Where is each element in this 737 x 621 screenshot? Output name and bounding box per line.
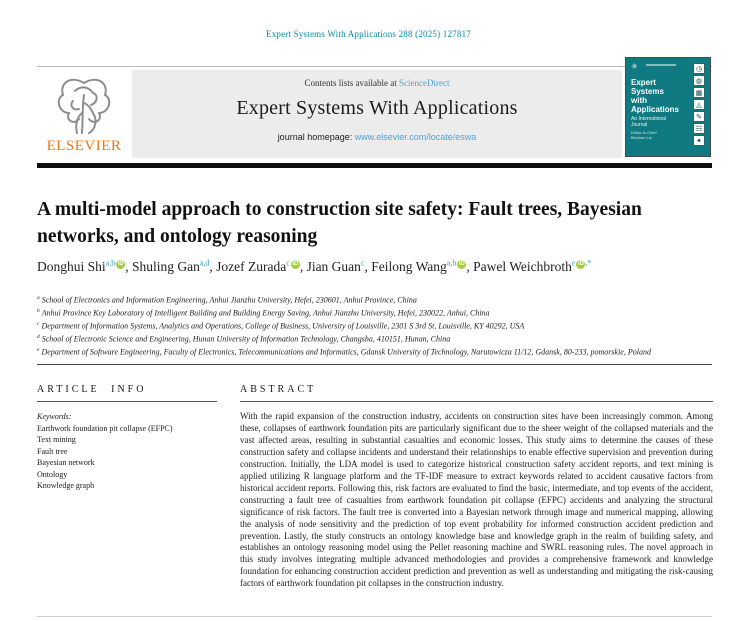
author-name: Feilong Wang bbox=[371, 258, 447, 274]
affiliations bbox=[37, 293, 712, 358]
article-info-column bbox=[37, 384, 217, 492]
homepage-url-link[interactable]: www.elsevier.com/locate/eswa bbox=[354, 132, 477, 142]
article-info-rule bbox=[37, 401, 217, 402]
cover-mini-logo-icon: ✳ bbox=[631, 62, 638, 71]
gauge-icon: ◷ bbox=[693, 63, 705, 74]
keywords-label: Keywords: bbox=[37, 412, 72, 421]
tools-icon: ✦ bbox=[693, 135, 705, 146]
journal-cover-thumbnail[interactable] bbox=[625, 57, 711, 157]
affiliation-line: $^e$ Department of Software Engineering, Faculty of Electronics, Telecommunications and Informatics, Gdansk University of Technology, Narutowicza 11/12, Gdansk, 80-233, pomorskie, Poland bbox=[37, 346, 651, 357]
author-name: Shuling Gan bbox=[131, 258, 200, 274]
author-name: Jian Guan bbox=[306, 258, 361, 274]
contents-line bbox=[132, 78, 622, 88]
abstract-rule bbox=[240, 401, 713, 402]
author-name: Pawel Weichbroth bbox=[473, 258, 572, 274]
homepage-prefix: journal homepage: bbox=[277, 132, 355, 142]
citation-header: Expert Systems With Applications 288 (2025) 127817 bbox=[266, 29, 471, 39]
orcid-icon[interactable]: iD bbox=[577, 261, 584, 267]
sciencedirect-link[interactable]: ScienceDirect bbox=[399, 78, 450, 88]
homepage-line bbox=[132, 132, 622, 142]
author: Shuling Gan$^{a,d}$, bbox=[131, 258, 217, 274]
keyword: Text mining bbox=[37, 435, 76, 444]
author-list bbox=[37, 253, 657, 276]
elsevier-wordmark: ELSEVIER bbox=[46, 138, 122, 154]
affiliation-line: $^b$ Anhui Province Key Laboratory of Intelligent Building and Building Energy Saving, Anhui Jianzhu University, Hefei, 230022, Anhui, China bbox=[37, 307, 490, 318]
abstract-column bbox=[240, 384, 713, 590]
process-icon: ☷ bbox=[693, 123, 705, 134]
cover-mini-header-bar bbox=[646, 64, 676, 66]
affiliation-line: $^d$ School of Electronic Science and Engineering, Hunan University of Information Technology, Changsha, 410151, Hunan, China bbox=[37, 333, 451, 344]
author-affil-sup: a,b bbox=[446, 258, 457, 267]
author-affil-sup: a,b bbox=[105, 258, 116, 267]
scales-icon: ◬ bbox=[693, 99, 705, 110]
author: Donghui Shi$^{a,b}$ iD , bbox=[37, 258, 132, 274]
header-divider-bar bbox=[37, 163, 712, 168]
article-info-heading: ARTICLE INFO bbox=[37, 384, 147, 395]
author: Jian Guan$^c$, bbox=[306, 258, 372, 274]
elsevier-logo bbox=[39, 73, 129, 159]
keyword: Fault tree bbox=[37, 446, 68, 456]
bar-chart-icon: ▦ bbox=[693, 87, 705, 98]
globe-icon: ◍ bbox=[693, 75, 705, 86]
cover-subtitle: An International Journal bbox=[631, 116, 667, 128]
writing-hand-icon: ✎ bbox=[693, 111, 705, 122]
author-affil-sup: c bbox=[360, 258, 365, 267]
affiliations-divider bbox=[37, 364, 712, 365]
orcid-icon[interactable]: iD bbox=[292, 261, 299, 267]
orcid-icon[interactable]: iD bbox=[458, 261, 465, 267]
keyword: Earthwork foundation pit collapse (EFPC) bbox=[37, 423, 173, 433]
author-affil-sup: e bbox=[571, 258, 576, 267]
elsevier-tree-icon bbox=[53, 73, 115, 137]
keyword: Ontology bbox=[37, 469, 68, 479]
article-title: A multi-model approach to construction site safety: Fault trees, Bayesian networks, and ontology reasoning bbox=[37, 199, 642, 247]
masthead-banner bbox=[37, 66, 712, 160]
masthead-center-box bbox=[132, 70, 622, 158]
author: Feilong Wang$^{a,b}$ iD , bbox=[371, 258, 470, 274]
author: Jozef Zurada$^c$ iD , bbox=[216, 258, 307, 274]
cover-title: Expert Systems with Applications bbox=[631, 78, 680, 114]
keyword: Knowledge graph bbox=[37, 481, 95, 490]
author bbox=[473, 259, 591, 274]
author-affil-sup: a,d bbox=[199, 258, 210, 267]
abstract-text: With the rapid expansion of the construction industry, accidents on construction sites have been increasingly common. Among these, collapses of earthwork foundation pits are particularly significant due to the sheer weight of the collapsed materials and the vast affected areas, resulting in substantial casualties and economic losses. This study aims to determine the causes of these construction safety and collapse incidents and understand their relationships to enable effective supervision and prevention during construction. Initially, the LDA model is used to categorize historical construction safety accident reports, and text mining is applied utilizing R language platform and the TF-IDF measure to extract keywords related to accident causative factors from historical accident reports. Following this, risk factors are evaluated to find the basic, intermediate, and top events of the accident, constructing a fault tree of casualties from earthwork foundation pit collapse (EFPC) accidents and analyzing the structural significance of risk factors. The fault tree is converted into a Bayesian network through image and numerical mapping, allowing the analysis of node sensitivity and the prediction of top event probability for informed construction accident prediction and prevention. Lastly, the study constructs an ontology knowledge base and knowledge graph in the realm of building safety, and establishes an ontology reasoning model using the Pellet reasoning machine and SWRL reasoning rules. The novel approach in this study involves integrating multiple advanced methodologies and provides a comprehensive framework and knowledge foundation for enhancing construction accident prediction and prevention as well as understanding and mitigating the risk-causing factors of earthwork foundation pit collapses in the construction industry. bbox=[240, 411, 713, 589]
affiliation-line: $^a$ School of Electronics and Information Engineering, Anhui Jianzhu University, Hefei, 230601, Anhui Province, China bbox=[37, 295, 417, 305]
corresponding-author-mark: ,* bbox=[585, 258, 592, 267]
author-name: Jozef Zurada bbox=[216, 258, 287, 274]
keyword: Bayesian network bbox=[37, 458, 95, 467]
orcid-icon[interactable]: iD bbox=[117, 261, 124, 267]
affiliation-line: $^c$ Department of Information Systems, Analytics and Operations, College of Business, University of Louisville, 2301 S 3rd St, Louisville, KY 40292, USA bbox=[37, 320, 525, 331]
journal-name: Expert Systems With Applications bbox=[236, 97, 518, 119]
cover-icon-strip bbox=[693, 63, 706, 147]
abstract-heading: ABSTRACT bbox=[240, 384, 317, 395]
author-affil-sup: c bbox=[286, 258, 290, 267]
page-bottom-divider bbox=[37, 616, 712, 617]
cover-editor-line: Editor-in-Chief Binshan Lin bbox=[631, 130, 657, 140]
author-name: Donghui Shi bbox=[37, 258, 106, 274]
contents-prefix: Contents lists available at bbox=[304, 78, 399, 88]
